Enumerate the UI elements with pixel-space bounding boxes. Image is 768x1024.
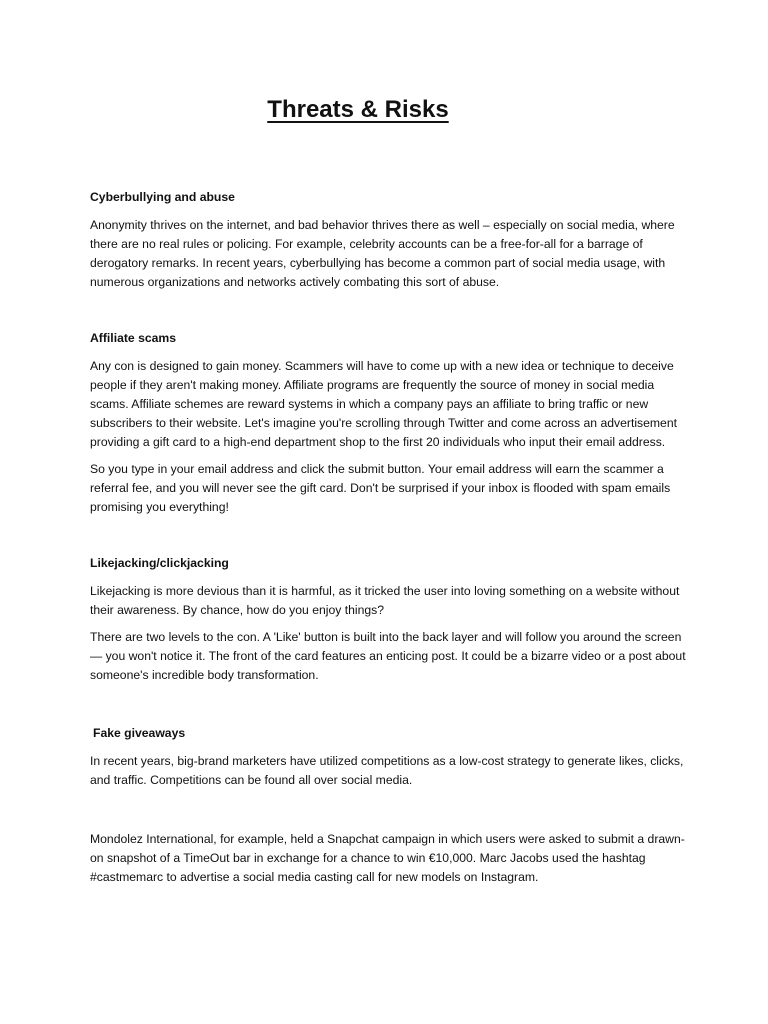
section-spacer <box>90 693 690 724</box>
page-title: Threats & Risks <box>267 96 449 123</box>
section-paragraph: Mondolez International, for example, held a Snapchat campaign in which users were asked to submit a drawn-on snapshot of a TimeOut bar in exchange for a chance to win €10,000. Marc Jacobs used the hashtag #castmemarc to advertise a social media casting call for new models on Instagram. <box>90 832 685 884</box>
section-paragraph: Likejacking is more devious than it is harmful, as it tricked the user into loving something on a website without their awareness. By chance, how do you enjoy things? <box>90 584 680 617</box>
section-paragraph: Anonymity thrives on the internet, and bad behavior thrives there as well – especially on social media, where there are no real rules or policing. For example, celebrity accounts can be a free-for-all for a barrage of derogatory remarks. In recent years, cyberbullying has become a common part of social media usage, with numerous organizations and networks actively combating this sort of abuse. <box>90 218 675 289</box>
section-heading: Cyberbullying and abuse <box>90 190 235 204</box>
section-paragraph: In recent years, big-brand marketers have utilized competitions as a low-cost strategy to generate likes, clicks, and traffic. Competitions can be found all over social media. <box>90 754 684 787</box>
section-paragraph: Any con is designed to gain money. Scammers will have to come up with a new idea or technique to deceive people if they aren't making money. Affiliate programs are frequently the source of money in social media scams. Affiliate schemes are reward systems in which a company pays an affiliate to bring traffic or new subscribers to their website. Let's imagine you're scrolling through Twitter and come across an advertisement providing a gift card to a high-end department shop to the first 20 individuals who input their email address. <box>90 359 677 449</box>
section-likejacking <box>90 554 690 685</box>
section-heading: Affiliate scams <box>90 331 177 345</box>
document-body <box>90 188 690 895</box>
section-spacer <box>90 525 690 554</box>
section-paragraph: There are two levels to the con. A 'Like' button is built into the back layer and will follow you around the screen — you won't notice it. The front of the card features an enticing post. It could be a bizarre video or a post about someone's incredible body transformation. <box>90 630 686 682</box>
paragraph-spacer <box>90 798 690 830</box>
section-fake-giveaways <box>90 724 690 887</box>
section-heading: Fake giveaways <box>93 726 186 740</box>
section-heading: Likejacking/clickjacking <box>90 556 229 570</box>
section-affiliate-scams <box>90 329 690 517</box>
section-cyberbullying <box>90 188 690 292</box>
section-spacer <box>90 300 690 329</box>
section-paragraph: So you type in your email address and click the submit button. Your email address will earn the scammer a referral fee, and you will never see the gift card. Don't be surprised if your inbox is flooded with spam emails promising you everything! <box>90 462 671 514</box>
